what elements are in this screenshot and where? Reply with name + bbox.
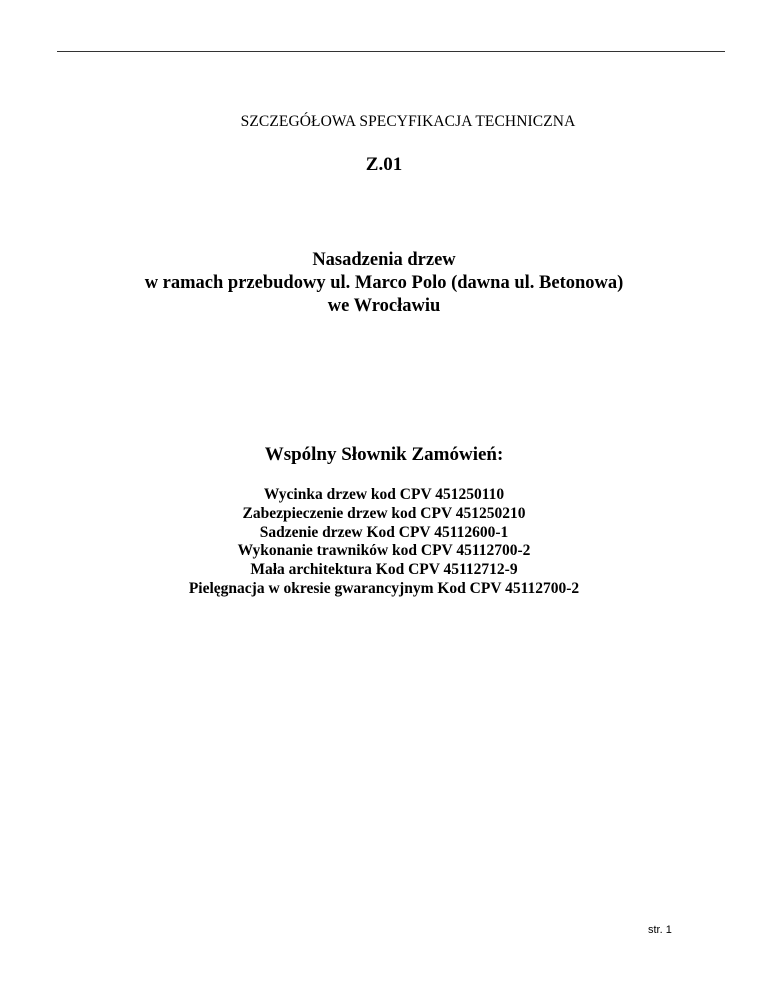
title-line: w ramach przebudowy ul. Marco Polo (dawna ul. Betonowa) — [144, 273, 624, 293]
page-number: str. 1 — [648, 924, 672, 936]
cpv-list — [0, 486, 768, 599]
spec-code: Z.01 — [365, 154, 403, 175]
cpv-item: Mała architektura Kod CPV 45112712-9 — [250, 561, 518, 579]
vocabulary-heading: Wspólny Słownik Zamówień: — [264, 444, 504, 465]
spec-heading: SZCZEGÓŁOWA SPECYFIKACJA TECHNICZNA — [240, 113, 576, 130]
cpv-item: Sadzenie drzew Kod CPV 45112600-1 — [259, 523, 509, 541]
cpv-item: Pielęgnacja w okresie gwarancyjnym Kod CPV 45112700-2 — [188, 579, 580, 597]
cpv-item: Wykonanie trawników kod CPV 45112700-2 — [237, 542, 531, 560]
title-line: Nasadzenia drzew — [312, 250, 456, 270]
title-line: we Wrocławiu — [327, 296, 441, 316]
cpv-item: Zabezpieczenie drzew kod CPV 451250210 — [242, 504, 526, 522]
header-rule — [57, 51, 725, 52]
cpv-item: Wycinka drzew kod CPV 451250110 — [263, 486, 505, 503]
document-title — [0, 249, 768, 318]
